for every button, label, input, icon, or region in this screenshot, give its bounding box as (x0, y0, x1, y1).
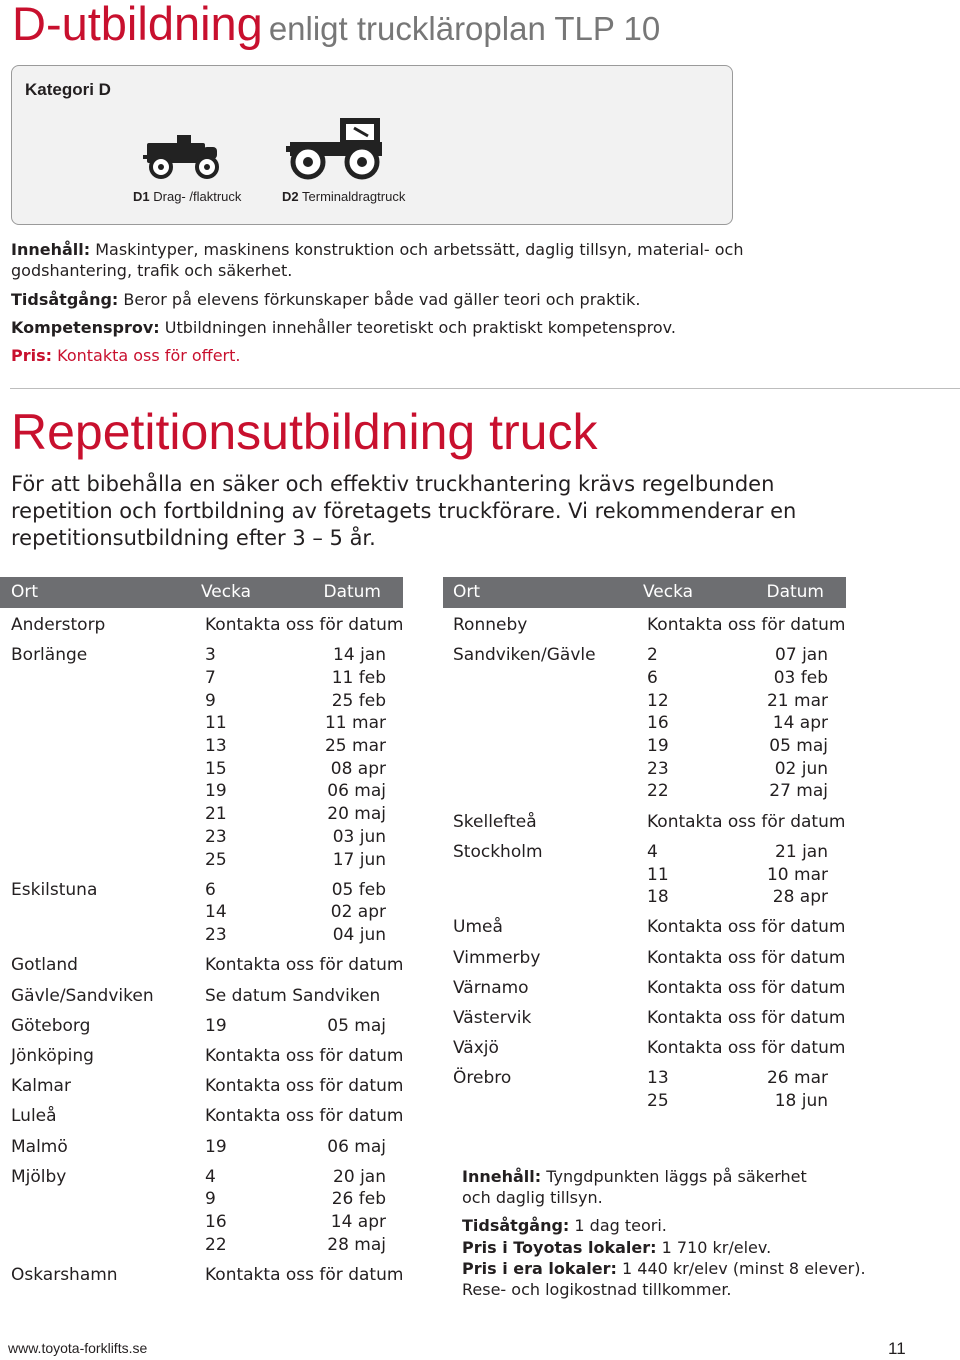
footer-url: www.toyota-forklifts.se (8, 1340, 148, 1356)
schedule-date: 18 jun (774, 1091, 828, 1112)
section-divider (10, 388, 960, 389)
schedule-week: 6 (205, 879, 216, 900)
info-innehall-line2: godshantering, trafik och säkerhet. (11, 261, 293, 280)
schedule-week: 25 (647, 1091, 669, 1112)
schedule-date: 14 jan (333, 645, 386, 666)
schedule-note: Kontakta oss för datum (647, 977, 846, 998)
schedule-date: 14 apr (772, 713, 828, 734)
schedule-note: Kontakta oss för datum (205, 1265, 404, 1285)
schedule-date: 04 jun (332, 925, 386, 946)
schedule-location: Ronneby (453, 615, 528, 635)
schedule-date: 21 mar (766, 690, 828, 711)
schedule-week: 19 (205, 1136, 227, 1157)
bottom-extra: Rese- och logikostnad tillkommer. (462, 1280, 732, 1299)
schedule-location: Malmö (11, 1136, 68, 1157)
schedule-date: 05 feb (331, 879, 386, 900)
schedule-date: 02 apr (330, 902, 386, 923)
schedule-date: 25 feb (331, 690, 386, 711)
schedule-week: 2 (647, 645, 658, 666)
schedule-note: Kontakta oss för datum (205, 1045, 404, 1066)
info-kompetensprov: Kompetensprov: Utbildningen innehåller teoretiskt och praktiskt kompetensprov. (11, 318, 676, 337)
schedule-date: 27 maj (769, 781, 828, 802)
schedule-location: Oskarshamn (11, 1265, 118, 1285)
section-title: Repetitionsutbildning truck (11, 404, 598, 460)
page-title (12, 0, 660, 59)
info-pris: Pris: Kontakta oss för offert. (11, 346, 241, 365)
schedule-week: 19 (205, 1015, 227, 1036)
schedule-location: Sandviken/Gävle (453, 645, 596, 666)
schedule-date: 28 apr (772, 887, 828, 908)
schedule-date: 11 feb (331, 667, 386, 688)
schedule-location: Jönköping (11, 1045, 94, 1066)
category-heading: Kategori D (25, 80, 111, 99)
terminal-tractor-icon (284, 116, 386, 180)
schedule-week: 9 (205, 690, 216, 711)
schedule-date: 20 jan (333, 1166, 386, 1187)
intro-line-2: repetition och fortbildning av företagets truckförare. Vi rekommenderar en (11, 499, 797, 523)
schedule-location: Stockholm (453, 841, 543, 862)
schedule-date: 28 maj (327, 1234, 386, 1255)
schedule-week: 6 (647, 667, 658, 688)
schedule-location: Växjö (453, 1038, 499, 1059)
schedule-date: 20 maj (327, 804, 386, 825)
schedule-week: 9 (205, 1189, 216, 1210)
schedule-date: 06 maj (327, 781, 386, 802)
bottom-innehall-line1: Innehåll: Tyngdpunkten läggs på säkerhet (462, 1167, 807, 1186)
schedule-week: 13 (647, 1068, 669, 1089)
schedule-date: 26 mar (766, 1068, 828, 1089)
schedule-note: Kontakta oss för datum (647, 917, 846, 938)
schedule-date: 17 jun (332, 849, 386, 870)
schedule-note: Kontakta oss för datum (647, 1008, 846, 1028)
schedule-week: 23 (205, 826, 227, 847)
left-table-header (0, 577, 403, 608)
schedule-week: 16 (647, 713, 669, 734)
schedule-week: 3 (205, 645, 216, 666)
info-innehall-line1: Innehåll: Maskintyper, maskinens konstruktion och arbetssätt, daglig tillsyn, material- och (11, 240, 744, 259)
schedule-location: Umeå (453, 917, 503, 938)
schedule-week: 13 (205, 736, 227, 756)
schedule-week: 14 (205, 902, 227, 923)
schedule-week: 15 (205, 758, 227, 779)
schedule-date: 25 mar (324, 736, 386, 756)
schedule-location: Vimmerby (453, 947, 541, 968)
right-table-header (443, 577, 846, 608)
schedule-note: Kontakta oss för datum (205, 1106, 404, 1127)
schedule-week: 19 (205, 781, 227, 802)
schedule-week: 23 (647, 758, 669, 779)
schedule-week: 11 (647, 864, 669, 885)
schedule-date: 06 maj (327, 1136, 386, 1157)
schedule-location: Skellefteå (453, 811, 537, 832)
schedule-location: Kalmar (11, 1076, 71, 1097)
schedule-location: Gävle/Sandviken (11, 985, 154, 1006)
header-datum: Datum (323, 582, 381, 602)
schedule-date: 03 jun (332, 826, 386, 847)
tow-tractor-icon (143, 133, 225, 179)
schedule-date: 05 maj (327, 1015, 386, 1036)
schedule-date: 03 feb (773, 667, 828, 688)
schedule-location: Värnamo (453, 977, 529, 998)
schedule-date: 08 apr (330, 758, 386, 779)
bottom-tidsatgang: Tidsåtgång: 1 dag teori. (462, 1216, 667, 1235)
page-number: 11 (888, 1339, 906, 1358)
schedule-note: Kontakta oss för datum (647, 947, 846, 968)
bottom-innehall-line2: och daglig tillsyn. (462, 1188, 603, 1207)
schedule-note: Kontakta oss för datum (647, 811, 846, 832)
schedule-date: 10 mar (766, 864, 828, 885)
schedule-location: Örebro (453, 1068, 512, 1089)
schedule-location: Borlänge (11, 645, 88, 666)
schedule-week: 22 (647, 781, 669, 802)
vehicle-label-d2: D2 Terminaldragtruck (282, 189, 406, 204)
intro-line-1: För att bibehålla en säker och effektiv truckhantering krävs regelbunden (11, 472, 775, 496)
schedule-location: Mjölby (11, 1166, 67, 1187)
schedule-date: 26 feb (331, 1189, 386, 1210)
schedule-week: 4 (205, 1166, 216, 1187)
schedule-note: Se datum Sandviken (205, 985, 381, 1006)
schedule-note: Kontakta oss för datum (647, 615, 846, 635)
schedule-week: 12 (647, 690, 669, 711)
info-tidsatgang: Tidsåtgång: Beror på elevens förkunskaper både vad gäller teori och praktik. (11, 290, 641, 309)
header-vecka: Vecka (643, 582, 694, 602)
vehicle-label-d1: D1 Drag- /flaktruck (133, 189, 242, 204)
schedule-date: 02 jun (774, 758, 828, 779)
schedule-week: 21 (205, 804, 227, 825)
page-title-sub: enligt truckläroplan TLP 10 (268, 10, 661, 47)
schedule-note: Kontakta oss för datum (205, 955, 404, 976)
schedule-location: Göteborg (11, 1015, 91, 1036)
schedule-location: Anderstorp (11, 615, 106, 635)
schedule-date: 11 mar (324, 713, 386, 734)
schedule-week: 19 (647, 736, 669, 756)
schedule-note: Kontakta oss för datum (647, 1038, 846, 1059)
schedule-location: Luleå (11, 1106, 57, 1127)
schedule-location: Eskilstuna (11, 879, 98, 900)
schedule-week: 7 (205, 667, 216, 688)
schedule-week: 4 (647, 841, 658, 862)
schedule-note: Kontakta oss för datum (205, 1076, 404, 1097)
header-ort: Ort (453, 582, 481, 602)
schedule-week: 16 (205, 1212, 227, 1233)
schedule-week: 11 (205, 713, 227, 734)
bottom-pris-era: Pris i era lokaler: 1 440 kr/elev (minst 8 elever). (462, 1259, 866, 1278)
schedule-location: Gotland (11, 955, 78, 976)
schedule-date: 05 maj (769, 736, 828, 756)
page-title-main: D-utbildning (12, 0, 263, 50)
intro-line-3: repetitionsutbildning efter 3 – 5 år. (11, 526, 376, 550)
schedule-location: Västervik (453, 1008, 532, 1028)
schedule-date: 21 jan (775, 841, 828, 862)
schedule-date: 07 jan (775, 645, 828, 666)
bottom-pris-toyota: Pris i Toyotas lokaler: 1 710 kr/elev. (462, 1238, 772, 1257)
header-vecka: Vecka (201, 582, 252, 602)
schedule-week: 25 (205, 849, 227, 870)
header-ort: Ort (11, 582, 39, 602)
schedule-week: 18 (647, 887, 669, 908)
schedule-week: 23 (205, 925, 227, 946)
schedule-week: 22 (205, 1234, 227, 1255)
schedule-note: Kontakta oss för datum (205, 615, 404, 635)
schedule-date: 14 apr (330, 1212, 386, 1233)
header-datum: Datum (766, 582, 824, 602)
